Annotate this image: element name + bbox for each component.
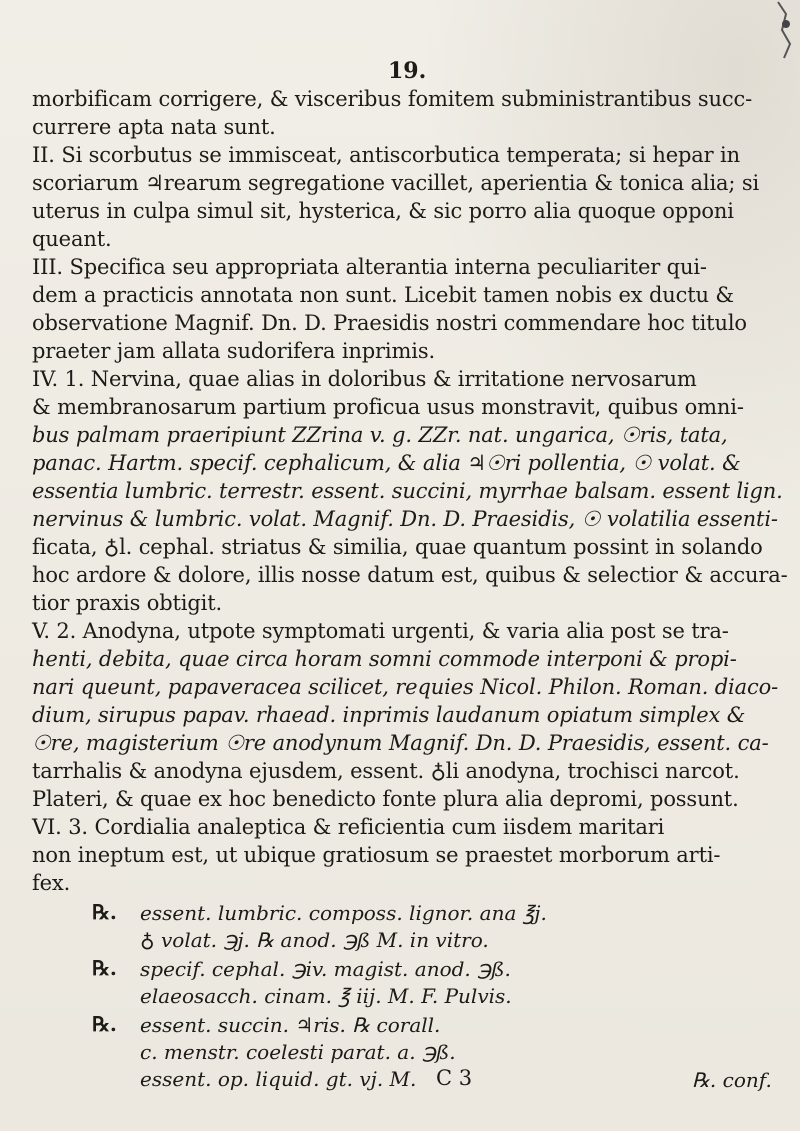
recipe-symbol: ℞. [92, 956, 117, 980]
text-line: nari queunt, papaveracea scilicet, requies Nicol. Philon. Roman. diaco- [32, 675, 779, 699]
text-line: ficata, ♁l. cephal. striatus & similia, quae quantum possint in solando [32, 535, 763, 559]
text-line: nervinus & lumbric. volat. Magnif. Dn. D. Praesidis, ☉ volatilia essenti- [32, 507, 778, 531]
text-line: tarrhalis & anodyna ejusdem, essent. ♁li anodyna, trochisci narcot. [32, 759, 740, 783]
text-line: queant. [32, 227, 112, 251]
text-line: VI. 3. Cordialia analeptica & reficientia cum iisdem maritari [32, 815, 665, 839]
catchword: ℞. conf. [692, 1068, 772, 1092]
text-line: essentia lumbric. terrestr. essent. succini, myrrhae balsam. essent lign. [32, 479, 783, 503]
text-line: panac. Hartm. specif. cephalicum, & alia ♃☉ri pollentia, ☉ volat. & [32, 451, 741, 475]
recipe-line: essent. succin. ♃ris. ℞ corall. [140, 1013, 441, 1037]
text-line: dium, sirupus papav. rhaead. inprimis laudanum opiatum simplex & [32, 703, 746, 727]
text-line: scoriarum ♃rearum segregatione vacillet, aperientia & tonica alia; si [32, 171, 760, 195]
text-line: hoc ardore & dolore, illis nosse datum est, quibus & selectior & accura- [32, 563, 788, 587]
text-line: fex. [32, 871, 71, 895]
text-line: henti, debita, quae circa horam somni commode interponi & propi- [32, 647, 737, 671]
page-number: 19. [388, 58, 427, 84]
text-line: uterus in culpa simul sit, hysterica, & sic porro alia quoque opponi [32, 199, 734, 223]
text-line: Plateri, & quae ex hoc benedicto fonte plura alia depromi, possunt. [32, 787, 739, 811]
text-line: dem a practicis annotata non sunt. Licebit tamen nobis ex ductu & [32, 283, 734, 307]
text-line: ☉re, magisterium ☉re anodynum Magnif. Dn. D. Praesidis, essent. ca- [32, 731, 769, 755]
recipe-line: ♁ volat. ℈j. ℞ anod. ℈ß M. in vitro. [140, 928, 489, 952]
text-line: bus palmam praeripiunt ZZrina v. g. ZZr. nat. ungarica, ☉ris, tata, [32, 423, 728, 447]
text-line: III. Specifica seu appropriata alterantia interna peculiariter qui- [32, 255, 707, 279]
text-line: IV. 1. Nervina, quae alias in doloribus & irritatione nervosarum [32, 367, 697, 391]
text-line: II. Si scorbutus se immisceat, antiscorbutica temperata; si hepar in [32, 143, 740, 167]
signature-mark: C 3 [436, 1066, 473, 1090]
page-corner-damage-icon [760, 0, 800, 60]
recipe-line: specif. cephal. ℈iv. magist. anod. ℈ß. [140, 957, 511, 981]
recipe-line: elaeosacch. cinam. ℥ iij. M. F. Pulvis. [140, 984, 512, 1008]
text-line: non ineptum est, ut ubique gratiosum se praestet morborum arti- [32, 843, 721, 867]
text-line: V. 2. Anodyna, utpote symptomati urgenti, & varia alia post se tra- [32, 619, 729, 643]
recipe-symbol: ℞. [92, 1012, 117, 1036]
text-line: currere apta nata sunt. [32, 115, 276, 139]
text-line: praeter jam allata sudorifera inprimis. [32, 339, 435, 363]
text-line: & membranosarum partium proficua usus monstravit, quibus omni- [32, 395, 744, 419]
recipe-line: essent. lumbric. composs. lignor. ana ℥j. [140, 901, 547, 925]
recipe-line: c. menstr. coelesti parat. a. ℈ß. [140, 1040, 456, 1064]
text-line: morbificam corrigere, & visceribus fomitem subministrantibus succ- [32, 87, 753, 111]
text-line: tior praxis obtigit. [32, 591, 223, 615]
recipe-line: essent. op. liquid. gt. vj. M. [140, 1067, 417, 1091]
recipe-symbol: ℞. [92, 900, 117, 924]
text-line: observatione Magnif. Dn. D. Praesidis nostri commendare hoc titulo [32, 311, 747, 335]
